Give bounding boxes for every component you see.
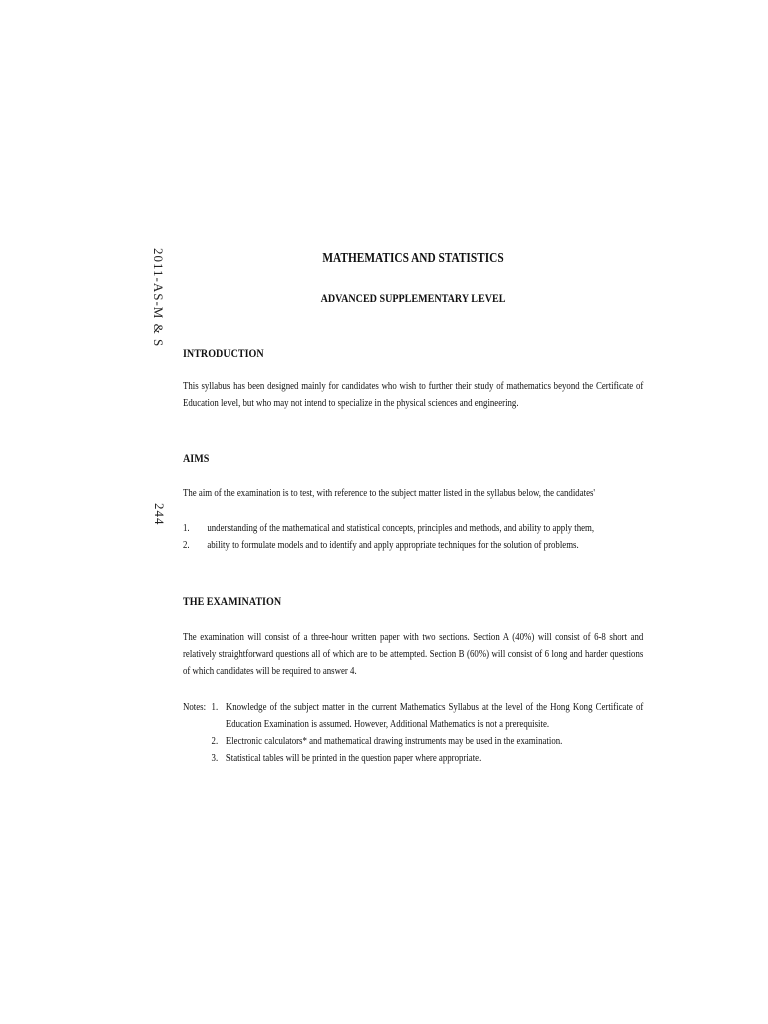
aims-intro: The aim of the examination is to test, with reference to the subject matter listed in the syllabus below, the candidates' — [183, 488, 596, 499]
aims-heading: AIMS — [183, 451, 210, 465]
syllabus-code: 2011-AS-M & S — [151, 248, 166, 348]
note-item — [183, 750, 643, 767]
page-number: 244 — [152, 503, 167, 526]
examination-text: The examination will consist of a three-hour written paper with two sections. Section A (40%) will consist of 6-8 short and relatively straightforward questions all of which are to be attempted. Section B (60%) will consist of 6 long and harder questions of which candidates will be required to answer 4. — [183, 632, 644, 677]
aims-list — [183, 520, 653, 554]
examination-heading: THE EXAMINATION — [183, 594, 282, 608]
note-number: 3. — [211, 753, 219, 764]
list-item — [183, 520, 653, 537]
note-item — [183, 733, 643, 750]
list-item-text: ability to formulate models and to identify and apply appropriate techniques for the solution of problems. — [207, 540, 579, 551]
note-number: 1. — [211, 702, 219, 713]
note-text: Electronic calculators* and mathematical drawing instruments may be used in the examination. — [225, 736, 563, 747]
note-number: 2. — [211, 736, 219, 747]
introduction-text: This syllabus has been designed mainly for candidates who wish to further their study of mathematics beyond the Certificate of Education level, but who may not intend to specialize in the physical sciences and engineering. — [183, 381, 644, 409]
document-subtitle: ADVANCED SUPPLEMENTARY LEVEL — [320, 291, 506, 305]
list-item-number: 1. — [183, 523, 190, 534]
note-text: Knowledge of the subject matter in the current Mathematics Syllabus at the level of the Hong Kong Certificate of Education Examination is assumed. However, Additional Mathematics is not a prerequisite. — [225, 702, 644, 730]
note-item — [183, 699, 643, 733]
list-item — [183, 537, 653, 554]
note-text: Statistical tables will be printed in the question paper where appropriate. — [225, 753, 482, 764]
notes-label: Notes: — [183, 702, 207, 713]
document-title: MATHEMATICS AND STATISTICS — [322, 250, 504, 265]
introduction-heading: INTRODUCTION — [183, 346, 264, 360]
list-item-text: understanding of the mathematical and statistical concepts, principles and methods, and ability to apply them, — [207, 523, 595, 534]
examination-notes — [183, 699, 643, 767]
list-item-number: 2. — [183, 540, 190, 551]
